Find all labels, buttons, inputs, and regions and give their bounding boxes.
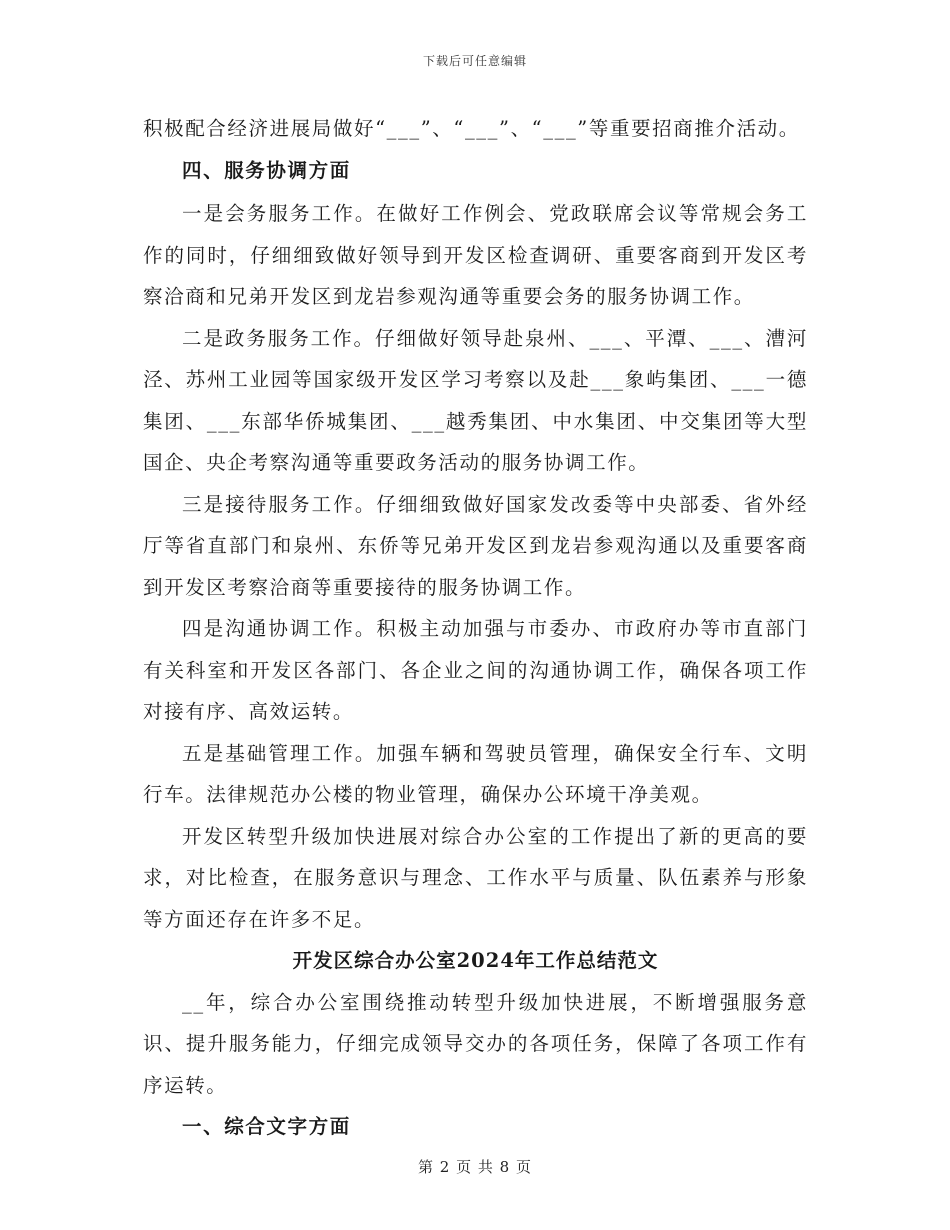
page-number: 第 2 页 共 8 页 [418,1158,532,1176]
paragraph-basic-management: 五是基础管理工作。加强车辆和驾驶员管理，确保安全行车、文明行车。法律规范办公楼的物业管理，确保办公环境干净美观。 [143,741,808,806]
paragraph-reception-service: 三是接待服务工作。仔细细致做好国家发改委等中央部委、省外经厅等省直部门和泉州、东侨等兄弟开发区到龙岩参观沟通以及重要客商到开发区考察洽商等重要接待的服务协调工作。 [143,492,808,599]
section-heading-comprehensive-writing: 一、综合文字方面 [182,1115,351,1138]
section-heading-service-coordination: 四、服务协调方面 [182,158,351,182]
paragraph-summary-intro: __年，综合办公室围绕推动转型升级加快进展，不断增强服务意识、提升服务能力，仔细完成领导交办的各项任务，保障了各项工作有序运转。 [143,990,808,1097]
paragraph-investment-promotion: 积极配合经济进展局做好“___”、“___”、“___”等重要招商推介活动。 [143,117,800,140]
document-title: 开发区综合办公室2024年工作总结范文 [292,949,659,972]
page-header: 下载后可任意编辑 [422,54,527,68]
paragraph-meeting-service: 一是会务服务工作。在做好工作例会、党政联席会议等常规会务工作的同时，仔细细致做好领导到开发区检查调研、重要客商到开发区考察洽商和兄弟开发区到龙岩参观沟通等重要会务的服务协调工作。 [143,202,808,308]
paragraph-communication-coordination: 四是沟通协调工作。积极主动加强与市委办、市政府办等市直部门有关科室和开发区各部门、各企业之间的沟通协调工作，确保各项工作对接有序、高效运转。 [143,617,808,723]
document-body [143,108,808,1150]
paragraph-shortcomings: 开发区转型升级加快进展对综合办公室的工作提出了新的更高的要求，对比检查，在服务意识与理念、工作水平与质量、队伍素养与形象等方面还存在许多不足。 [143,824,808,931]
paragraph-government-service: 二是政务服务工作。仔细做好领导赴泉州、___、平潭、___、漕河泾、苏州工业园等国家级开发区学习考察以及赴___象屿集团、___一德集团、___东部华侨城集团、___越秀集团、中水集团、中交集团等大型国企、央企考察沟通等重要政务活动的服务协调工作。 [143,326,808,474]
